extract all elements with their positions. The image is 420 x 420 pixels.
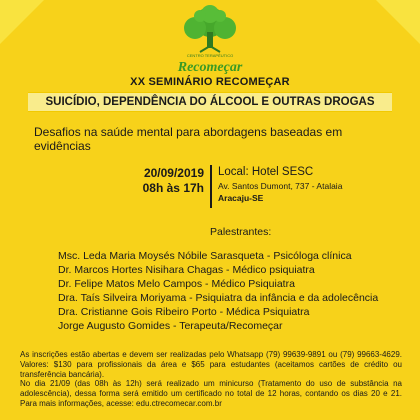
venue-city: Aracaju-SE	[218, 193, 264, 203]
event-title: XX SEMINÁRIO RECOMEÇAR	[130, 76, 290, 88]
logo-brand-text: Recomeçar	[177, 60, 243, 75]
event-time: 08h às 17h	[142, 181, 204, 195]
venue-address: Av. Santos Dumont, 737 - Atalaia	[218, 181, 343, 191]
venue-title: Local: Hotel SESC	[218, 166, 314, 178]
speakers-heading: Palestrantes:	[210, 226, 272, 238]
venue-block	[218, 165, 408, 204]
date-time-block	[120, 166, 204, 196]
registration-paragraph: As inscrições estão abertas e devem ser realizadas pelo Whatsapp (79) 99639-9891 ou (79) 99663-4629. Valores: $130 para profissionais da área e $65 para estudantes (aceitamos cartões de crédito ou transferência bancária).	[20, 350, 402, 379]
corner-decoration-left	[0, 0, 44, 44]
speaker-item: Jorge Augusto Gomides - Terapeuta/Recomeçar	[58, 320, 283, 332]
logo-top-text: CENTRO TERAPÊUTICO	[186, 53, 234, 58]
vertical-divider	[210, 165, 212, 208]
registration-info	[20, 350, 402, 409]
speakers-list	[58, 249, 418, 333]
speaker-item: Dr. Marcos Hortes Nisihara Chagas - Médico psiquiatra	[58, 264, 315, 276]
minicourse-paragraph: No dia 21/09 (das 08h às 12h) será realizado um minicurso (Tratamento do uso de substância na adolescência), dessa forma será emitido um certificado no total de 12 horas, contando os dias 20 e 21. Para mais informações, acesse: edu.ctrecomecar.com.br	[20, 379, 402, 408]
theme-banner: SUICÍDIO, DEPENDÊNCIA DO ÁLCOOL E OUTRAS DROGAS	[28, 92, 392, 112]
logo	[170, 2, 250, 78]
speaker-item: Msc. Leda Maria Moysés Nóbile Sarasqueta - Psicóloga clínica	[58, 250, 352, 262]
corner-decoration-right	[376, 0, 420, 44]
event-date: 20/09/2019	[143, 166, 204, 180]
speaker-item: Dr. Felipe Matos Melo Campos - Médico Psiquiatra	[58, 278, 295, 290]
tree-logo-icon	[170, 2, 250, 78]
event-subtitle: Desafios na saúde mental para abordagens baseadas em evidências	[34, 125, 343, 153]
speaker-item: Dra. Cristianne Gois Ribeiro Porto - Médica Psiquiatra	[58, 306, 310, 318]
speaker-item: Dra. Taís Silveira Moriyama - Psiquiatra da infância e da adolecência	[58, 292, 379, 304]
